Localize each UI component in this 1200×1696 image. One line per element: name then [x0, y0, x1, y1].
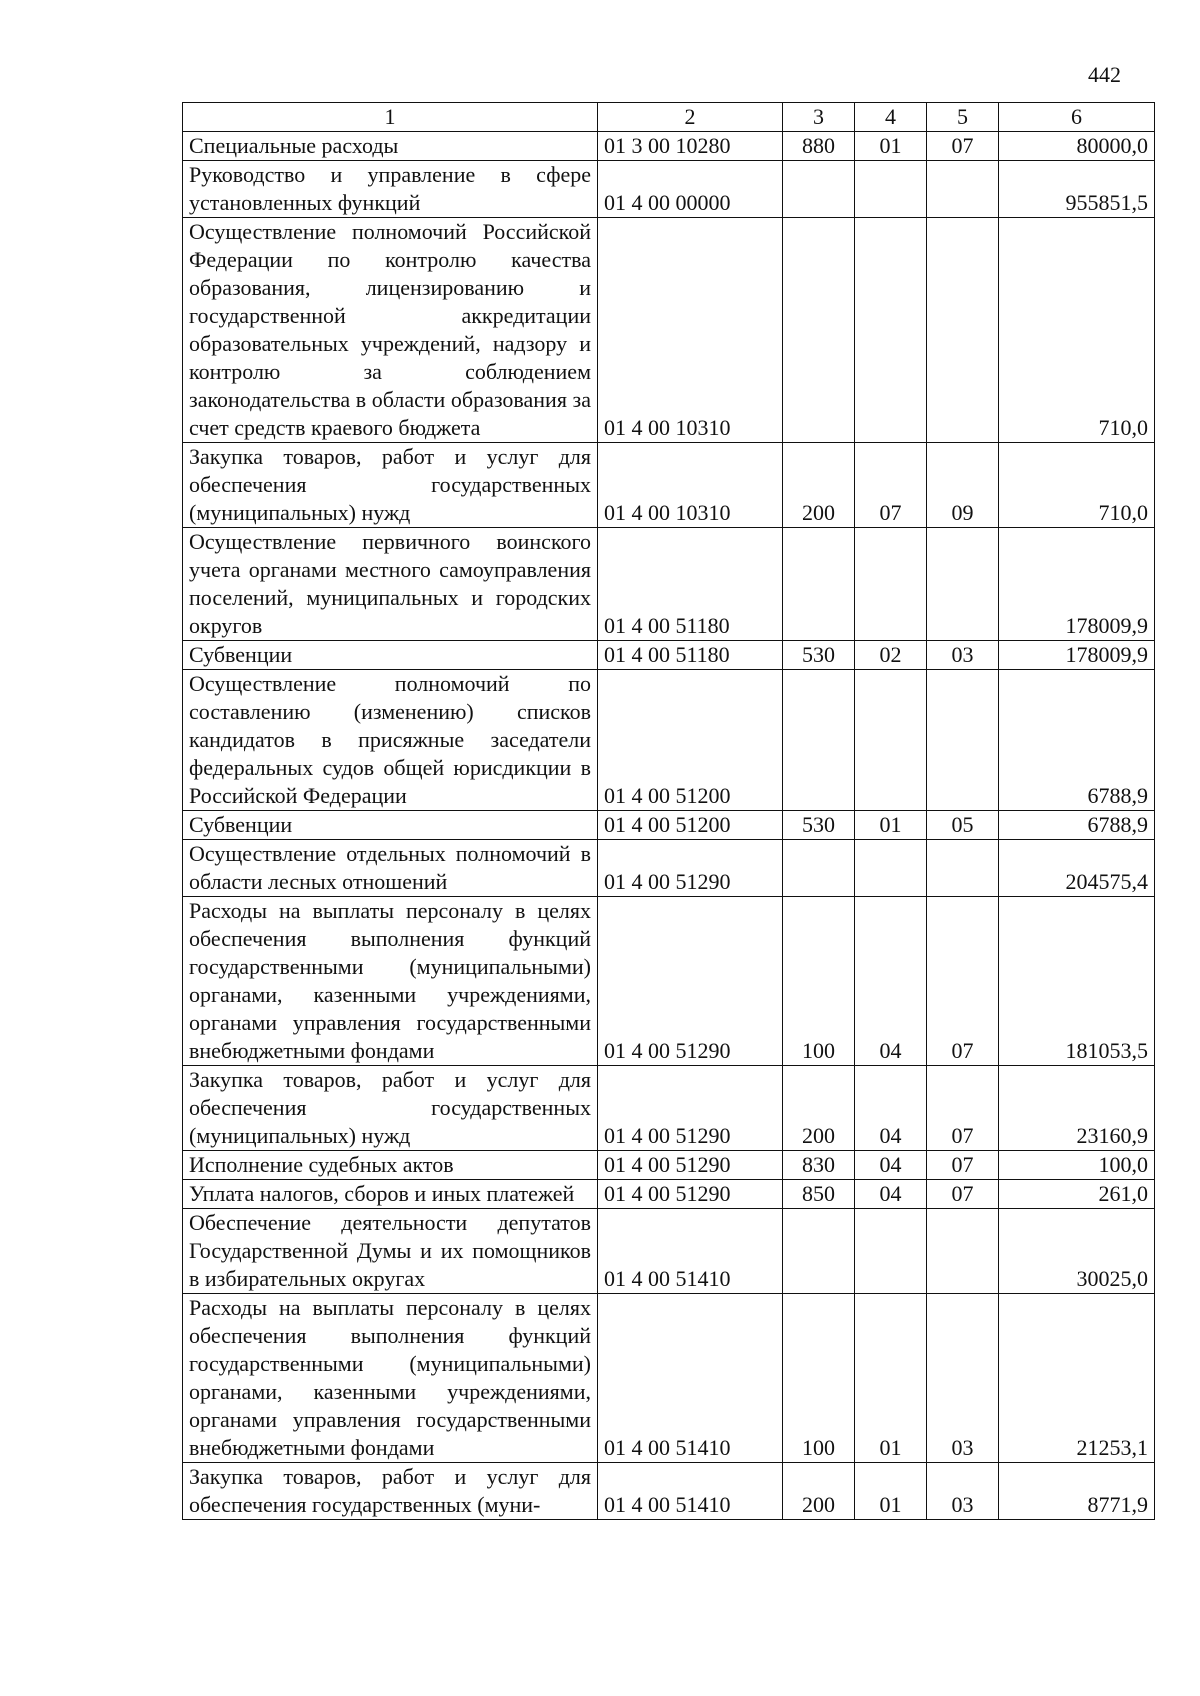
cell-section: 01	[855, 811, 927, 840]
table-row	[183, 1294, 1155, 1463]
column-header-2: 2	[598, 103, 783, 132]
cell-name: Обеспечение деятельности депутатов Государственной Думы и их помощников в избирательных округах	[183, 1209, 598, 1294]
cell-subsection: 07	[927, 1066, 999, 1151]
cell-section: 04	[855, 1180, 927, 1209]
cell-amount: 710,0	[999, 218, 1155, 443]
table-row	[183, 161, 1155, 218]
cell-expense-type: 830	[783, 1151, 855, 1180]
cell-subsection: 07	[927, 1180, 999, 1209]
table-row	[183, 897, 1155, 1066]
cell-name: Осуществление полномочий Российской Федерации по контролю качества образования, лицензированию и государственной аккредитации образовательных учреждений, надзору и контролю за соблюдением законодательства в области образования за счет средств краевого бюджета	[183, 218, 598, 443]
cell-section: 01	[855, 1463, 927, 1520]
header-row	[183, 103, 1155, 132]
cell-section: 01	[855, 132, 927, 161]
table-row	[183, 218, 1155, 443]
cell-amount: 261,0	[999, 1180, 1155, 1209]
cell-amount: 23160,9	[999, 1066, 1155, 1151]
page-number: 442	[1088, 62, 1121, 87]
cell-name: Исполнение судебных актов	[183, 1151, 598, 1180]
cell-name: Расходы на выплаты персоналу в целях обеспечения выполнения функций государственными (муниципальными) органами, казенными учреждениями, органами управления государственными внебюджетными фондами	[183, 1294, 598, 1463]
cell-expense-type: 530	[783, 811, 855, 840]
cell-name: Руководство и управление в сфере установленных функций	[183, 161, 598, 218]
cell-amount: 181053,5	[999, 897, 1155, 1066]
cell-target-code: 01 4 00 51290	[598, 840, 783, 897]
cell-amount: 178009,9	[999, 641, 1155, 670]
cell-subsection	[927, 528, 999, 641]
table-row	[183, 840, 1155, 897]
budget-table	[182, 102, 1155, 1520]
cell-expense-type: 880	[783, 132, 855, 161]
table-row	[183, 1180, 1155, 1209]
cell-amount: 204575,4	[999, 840, 1155, 897]
cell-expense-type: 850	[783, 1180, 855, 1209]
cell-target-code: 01 4 00 51290	[598, 1066, 783, 1151]
cell-section	[855, 218, 927, 443]
cell-amount: 710,0	[999, 443, 1155, 528]
column-header-3: 3	[783, 103, 855, 132]
cell-section	[855, 840, 927, 897]
cell-subsection: 07	[927, 132, 999, 161]
table-header	[183, 103, 1155, 132]
cell-expense-type	[783, 218, 855, 443]
cell-name: Закупка товаров, работ и услуг для обеспечения государственных (муниципальных) нужд	[183, 443, 598, 528]
cell-target-code: 01 4 00 51290	[598, 1151, 783, 1180]
cell-target-code: 01 4 00 51290	[598, 1180, 783, 1209]
cell-name: Специальные расходы	[183, 132, 598, 161]
cell-subsection	[927, 218, 999, 443]
cell-expense-type: 200	[783, 1463, 855, 1520]
table-row	[183, 1151, 1155, 1180]
table-row	[183, 670, 1155, 811]
cell-section: 04	[855, 897, 927, 1066]
table-row	[183, 1463, 1155, 1520]
cell-expense-type: 200	[783, 443, 855, 528]
cell-section	[855, 161, 927, 218]
cell-subsection: 05	[927, 811, 999, 840]
cell-subsection: 07	[927, 1151, 999, 1180]
cell-expense-type	[783, 161, 855, 218]
cell-target-code: 01 4 00 51180	[598, 528, 783, 641]
cell-subsection: 09	[927, 443, 999, 528]
table-row	[183, 132, 1155, 161]
table-row	[183, 811, 1155, 840]
cell-subsection	[927, 161, 999, 218]
column-header-1: 1	[183, 103, 598, 132]
cell-section: 02	[855, 641, 927, 670]
cell-target-code: 01 4 00 51410	[598, 1209, 783, 1294]
cell-section: 04	[855, 1151, 927, 1180]
table-row	[183, 1209, 1155, 1294]
cell-target-code: 01 4 00 00000	[598, 161, 783, 218]
cell-target-code: 01 3 00 10280	[598, 132, 783, 161]
cell-expense-type	[783, 840, 855, 897]
table-row	[183, 641, 1155, 670]
cell-name: Закупка товаров, работ и услуг для обеспечения государственных (муни-	[183, 1463, 598, 1520]
table-body	[183, 132, 1155, 1520]
table-row	[183, 443, 1155, 528]
cell-amount: 6788,9	[999, 811, 1155, 840]
cell-target-code: 01 4 00 51410	[598, 1463, 783, 1520]
cell-expense-type	[783, 528, 855, 641]
cell-name: Осуществление полномочий по составлению (изменению) списков кандидатов в присяжные заседатели федеральных судов общей юрисдикции в Российской Федерации	[183, 670, 598, 811]
cell-name: Субвенции	[183, 811, 598, 840]
cell-target-code: 01 4 00 10310	[598, 218, 783, 443]
cell-target-code: 01 4 00 51290	[598, 897, 783, 1066]
cell-subsection	[927, 840, 999, 897]
cell-expense-type: 100	[783, 897, 855, 1066]
cell-subsection: 03	[927, 641, 999, 670]
column-header-5: 5	[927, 103, 999, 132]
cell-expense-type: 200	[783, 1066, 855, 1151]
cell-amount: 21253,1	[999, 1294, 1155, 1463]
cell-name: Уплата налогов, сборов и иных платежей	[183, 1180, 598, 1209]
cell-target-code: 01 4 00 51410	[598, 1294, 783, 1463]
column-header-4: 4	[855, 103, 927, 132]
cell-target-code: 01 4 00 51180	[598, 641, 783, 670]
cell-amount: 80000,0	[999, 132, 1155, 161]
cell-section	[855, 528, 927, 641]
cell-amount: 30025,0	[999, 1209, 1155, 1294]
cell-expense-type	[783, 1209, 855, 1294]
cell-amount: 8771,9	[999, 1463, 1155, 1520]
cell-subsection	[927, 670, 999, 811]
cell-target-code: 01 4 00 10310	[598, 443, 783, 528]
table-row	[183, 1066, 1155, 1151]
cell-name: Субвенции	[183, 641, 598, 670]
cell-name: Расходы на выплаты персоналу в целях обеспечения выполнения функций государственными (муниципальными) органами, казенными учреждениями, органами управления государственными внебюджетными фондами	[183, 897, 598, 1066]
cell-section	[855, 670, 927, 811]
cell-section: 01	[855, 1294, 927, 1463]
cell-subsection: 07	[927, 897, 999, 1066]
cell-section	[855, 1209, 927, 1294]
cell-target-code: 01 4 00 51200	[598, 811, 783, 840]
cell-amount: 100,0	[999, 1151, 1155, 1180]
table-row	[183, 528, 1155, 641]
cell-subsection	[927, 1209, 999, 1294]
cell-expense-type: 530	[783, 641, 855, 670]
cell-amount: 955851,5	[999, 161, 1155, 218]
cell-section: 07	[855, 443, 927, 528]
cell-expense-type: 100	[783, 1294, 855, 1463]
cell-subsection: 03	[927, 1294, 999, 1463]
cell-subsection: 03	[927, 1463, 999, 1520]
cell-target-code: 01 4 00 51200	[598, 670, 783, 811]
cell-name: Осуществление первичного воинского учета органами местного самоуправления поселений, муниципальных и городских округов	[183, 528, 598, 641]
column-header-6: 6	[999, 103, 1155, 132]
cell-name: Осуществление отдельных полномочий в области лесных отношений	[183, 840, 598, 897]
cell-amount: 6788,9	[999, 670, 1155, 811]
cell-section: 04	[855, 1066, 927, 1151]
cell-expense-type	[783, 670, 855, 811]
cell-amount: 178009,9	[999, 528, 1155, 641]
cell-name: Закупка товаров, работ и услуг для обеспечения государственных (муниципальных) нужд	[183, 1066, 598, 1151]
